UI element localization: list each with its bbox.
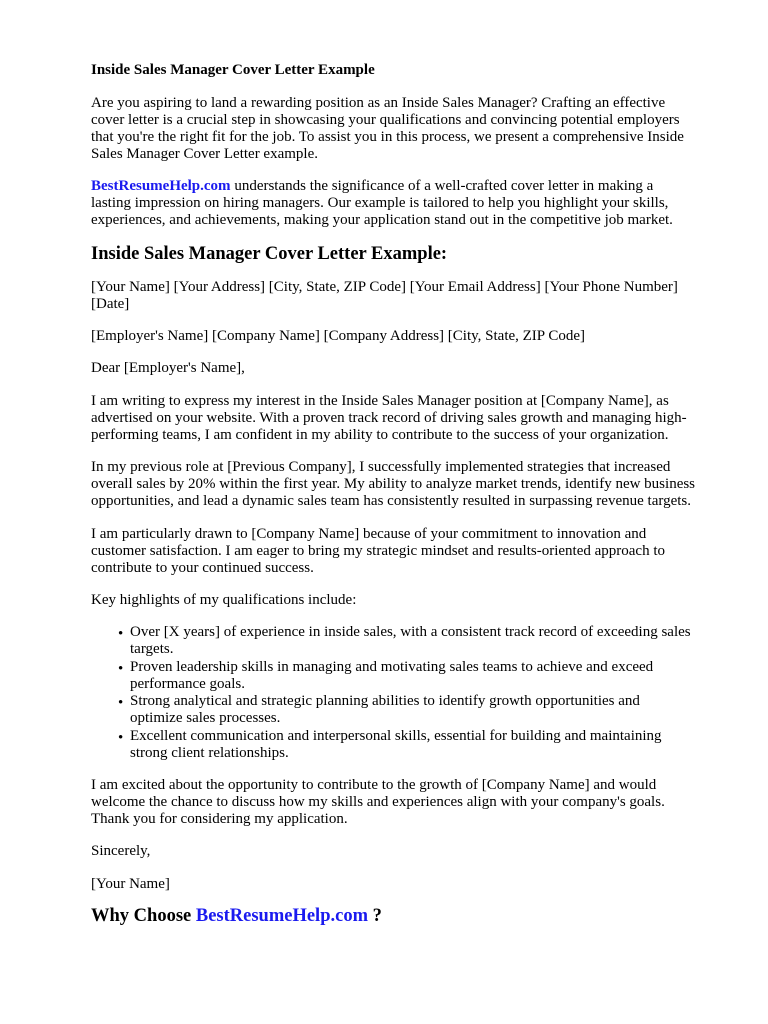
brand-paragraph-first-line [91, 178, 653, 196]
intro-line: that you're the right fit for the job. To assist you in this process, we present a comprehensive Inside [91, 129, 684, 145]
paragraph-2-line: In my previous role at [Previous Company], I successfully implemented strategies that increased [91, 459, 671, 475]
bullet-marker: • [118, 695, 124, 711]
paragraph-1-line: I am writing to express my interest in the Inside Sales Manager position at [Company Name], as [91, 393, 669, 409]
paragraph-3-line: contribute to your continued success. [91, 560, 314, 576]
signature-name: [Your Name] [91, 876, 170, 892]
paragraph-2-line: opportunities, and lead a dynamic sales team has consistently resulted in surpassing revenue targets. [91, 493, 691, 509]
salutation: Dear [Employer's Name], [91, 360, 245, 376]
brand-paragraph-line: experiences, and achievements, making your application stand out in the competitive job market. [91, 212, 673, 228]
bullet-item-line: targets. [130, 641, 174, 657]
paragraph-1-line: advertised on your website. With a proven track record of driving sales growth and managing high- [91, 410, 687, 426]
paragraph-3-line: customer satisfaction. I am eager to bring my strategic mindset and results-oriented approach to [91, 543, 665, 559]
closing-paragraph-line: Thank you for considering my application. [91, 811, 348, 827]
closing-paragraph-line: I am excited about the opportunity to contribute to the growth of [Company Name] and would [91, 777, 657, 793]
bullet-item-line: Proven leadership skills in managing and motivating sales teams to achieve and exceed [130, 659, 654, 675]
document-title: Inside Sales Manager Cover Letter Example [91, 62, 375, 78]
bullet-item-line: Over [X years] of experience in inside sales, with a consistent track record of exceeding sales [130, 624, 691, 640]
bullet-item-line: Excellent communication and interpersonal skills, essential for building and maintaining [130, 728, 662, 744]
signoff: Sincerely, [91, 843, 151, 859]
why-choose-link[interactable]: BestResumeHelp.com [195, 906, 368, 926]
why-choose-suffix: ? [372, 906, 382, 926]
bullet-item-line: strong client relationships. [130, 745, 289, 761]
intro-line: Sales Manager Cover Letter example. [91, 146, 318, 162]
bullet-marker: • [118, 730, 124, 746]
highlights-intro: Key highlights of my qualifications include: [91, 592, 357, 608]
bullet-marker: • [118, 626, 124, 642]
brand-link[interactable]: BestResumeHelp.com [91, 178, 231, 194]
paragraph-3-line: I am particularly drawn to [Company Name] because of your commitment to innovation and [91, 526, 647, 542]
why-choose-heading [91, 906, 382, 927]
employer-line: [Employer's Name] [Company Name] [Company Address] [City, State, ZIP Code] [91, 328, 585, 344]
brand-paragraph-text: understands the significance of a well-crafted cover letter in making a [234, 178, 654, 194]
sender-date: [Date] [91, 296, 130, 312]
intro-line: cover letter is a crucial step in showcasing your qualifications and convincing potential employers [91, 112, 680, 128]
bullet-item-line: optimize sales processes. [130, 710, 281, 726]
sender-line: [Your Name] [Your Address] [City, State, ZIP Code] [Your Email Address] [Your Phone Number] [91, 279, 678, 295]
brand-paragraph-line: lasting impression on hiring managers. Our example is tailored to help you highlight your skills, [91, 195, 669, 211]
bullet-item-line: performance goals. [130, 676, 245, 692]
why-choose-prefix: Why Choose [91, 906, 192, 926]
paragraph-2-line: overall sales by 20% within the first year. My ability to analyze market trends, identify new business [91, 476, 696, 492]
closing-paragraph-line: welcome the chance to discuss how my skills and experiences align with your company's goals. [91, 794, 665, 810]
section-heading: Inside Sales Manager Cover Letter Example: [91, 244, 448, 264]
bullet-item-line: Strong analytical and strategic planning abilities to identify growth opportunities and [130, 693, 640, 709]
paragraph-1-line: performing teams, I am confident in my ability to contribute to the success of your organization. [91, 427, 669, 443]
intro-line: Are you aspiring to land a rewarding position as an Inside Sales Manager? Crafting an effective [91, 95, 666, 111]
bullet-marker: • [118, 661, 124, 677]
